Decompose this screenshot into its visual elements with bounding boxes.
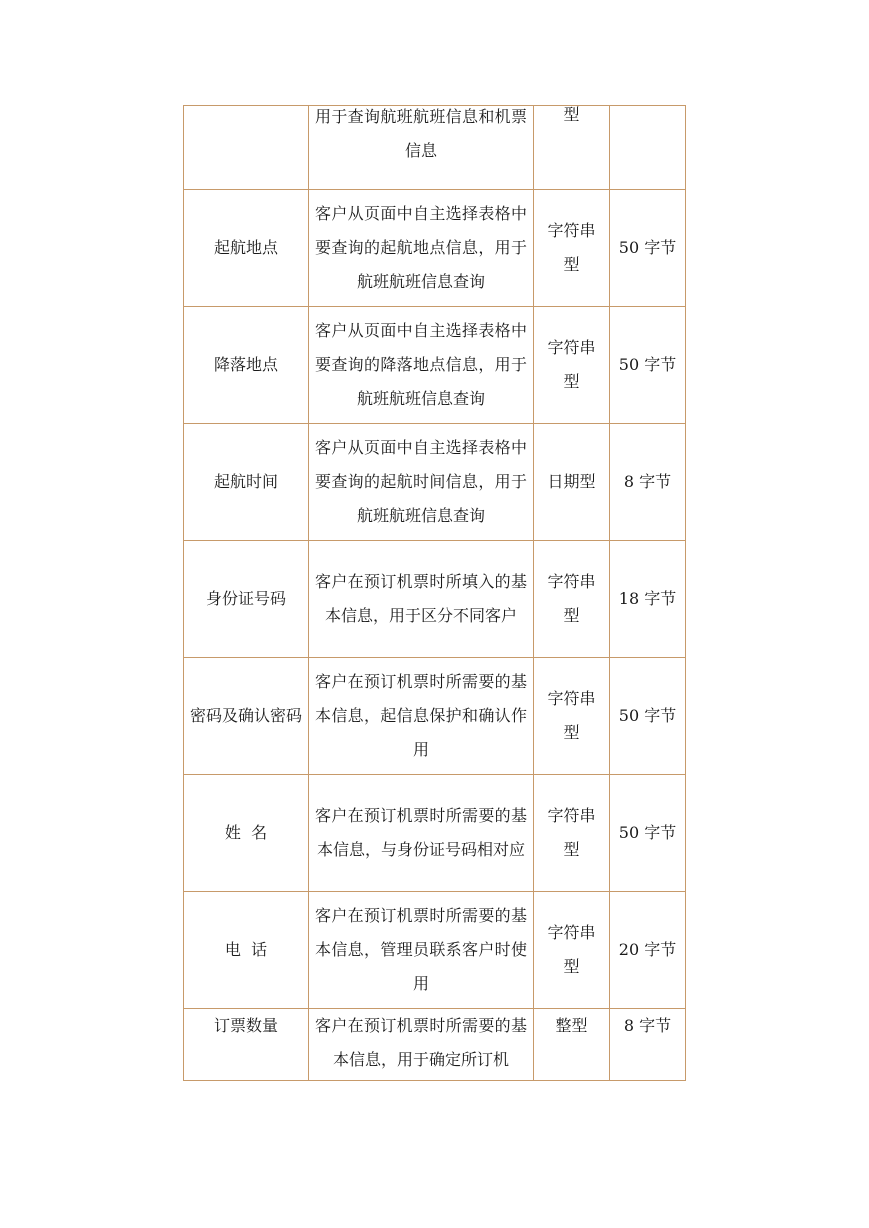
field-length-cell: 50 字节 [610,658,686,775]
field-name-cell [184,106,309,190]
field-type-cell: 型 [534,106,610,190]
field-description-cell: 客户在预订机票时所需要的基本信息，用于确定所订机 [309,1009,534,1081]
field-length-cell: 50 字节 [610,190,686,307]
field-type-cell: 整型 [534,1009,610,1081]
field-type-cell: 日期型 [534,424,610,541]
field-length-cell: 50 字节 [610,307,686,424]
table-row [184,1009,686,1081]
field-length-cell: 8 字节 [610,424,686,541]
field-description-cell: 客户在预订机票时所需要的基本信息，起信息保护和确认作用 [309,658,534,775]
field-type-cell: 字符串型 [534,775,610,892]
field-length-cell: 20 字节 [610,892,686,1009]
field-length-cell [610,106,686,190]
field-name-cell: 身份证号码 [184,541,309,658]
table-row [184,307,686,424]
field-type-cell: 字符串型 [534,658,610,775]
field-name-cell: 姓 名 [184,775,309,892]
field-description-cell: 用于查询航班航班信息和机票信息 [309,106,534,190]
table-row [184,424,686,541]
field-type-cell: 字符串型 [534,541,610,658]
field-description-cell: 客户从页面中自主选择表格中要查询的起航地点信息，用于航班航班信息查询 [309,190,534,307]
field-name-cell: 起航时间 [184,424,309,541]
field-description-cell: 客户从页面中自主选择表格中要查询的起航时间信息，用于航班航班信息查询 [309,424,534,541]
field-description-cell: 客户在预订机票时所填入的基本信息，用于区分不同客户 [309,541,534,658]
table-row [184,892,686,1009]
field-type-cell: 字符串型 [534,190,610,307]
field-type-cell: 字符串型 [534,892,610,1009]
table-row [184,106,686,190]
field-description-cell: 客户在预订机票时所需要的基本信息，管理员联系客户时使用 [309,892,534,1009]
field-description-cell: 客户在预订机票时所需要的基本信息，与身份证号码相对应 [309,775,534,892]
field-name-cell: 电 话 [184,892,309,1009]
field-name-cell: 订票数量 [184,1009,309,1081]
field-name-cell: 降落地点 [184,307,309,424]
field-length-cell: 18 字节 [610,541,686,658]
table-row [184,190,686,307]
field-length-cell: 50 字节 [610,775,686,892]
table-row [184,775,686,892]
table-row [184,541,686,658]
field-name-cell: 密码及确认密码 [184,658,309,775]
data-dictionary-table [183,105,686,1081]
table-row [184,658,686,775]
field-length-cell: 8 字节 [610,1009,686,1081]
field-description-cell: 客户从页面中自主选择表格中要查询的降落地点信息，用于航班航班信息查询 [309,307,534,424]
field-name-cell: 起航地点 [184,190,309,307]
field-type-cell: 字符串型 [534,307,610,424]
